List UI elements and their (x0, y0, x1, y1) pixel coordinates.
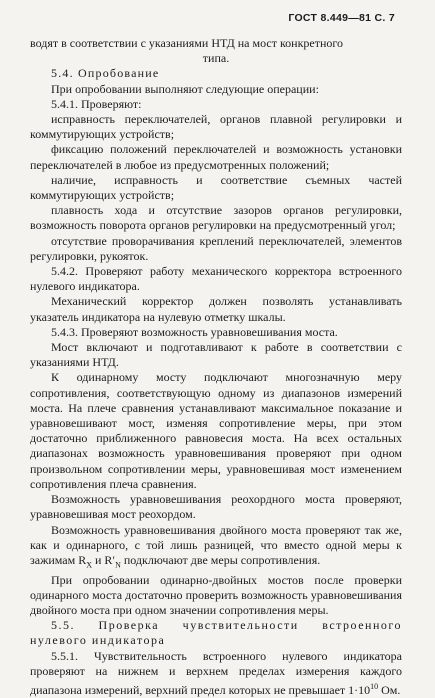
paragraph: При опробовании одинарно-двойных мостов после проверки одинарного моста достаточно проверить возможность уравновешивания двойного моста при одном значении сопротивления меры. (30, 572, 402, 617)
paragraph: 5.4.1. Проверяют: (51, 96, 142, 111)
paragraph: водят в соответствии с указаниями НТД на мост конкретного (30, 36, 344, 50)
paragraph: Механический корректор должен позволять устанавливать указатель индикатора на нулевую отметку шкалы. (30, 294, 402, 324)
paragraph: наличие, исправность и соответствие съемных частей коммутирующих устройств; (30, 172, 402, 203)
paragraph: типа. (202, 51, 230, 66)
paragraph: При опробовании выполняют следующие операции: (51, 81, 319, 96)
paragraph: исправность переключателей, органов плавной регулировки и коммутирующих устройств; (30, 112, 402, 142)
paragraph: К одинарному мосту подключают многозначную меру сопротивления, соответствующую одному из диапазонов измерений моста. На плече сравнения устанавливают максимальное показание и уравновешивают мост, изменяя сопротивление меры, при этом достаточно приближенного равновесия моста. На всех остальных диапазонах возможность уравновешивания проверяют при одном произвольном сопротивлении меры, уравновешивая мост изменением сопротивления плеча сравнения. (30, 370, 402, 491)
document-body (30, 36, 402, 698)
paragraph: 5.5.1. Чувствительность встроенного нулевого индикатора проверяют на нижнем и верхнем пределах измерения каждого диапазона измерений, верхний предел которых не превышает $1\cdot 10^{10}$ Ом. (30, 648, 402, 697)
paragraph: Мост включают и подготавливают к работе в соответствии с указаниями НТД. (30, 340, 402, 370)
paragraph: Возможность уравновешивания реохордного моста проверяют, уравновешивая мост реохордом. (30, 492, 402, 522)
section-heading: 5.5. Проверка чувствительности встроенного нулевого индикатора (30, 618, 402, 648)
paragraph: отсутствие проворачивания креплений переключателей, элементов регулировки, рукояток. (30, 233, 402, 263)
paragraph: 5.4.2. Проверяют работу механического корректора встроенного нулевого индикатора. (30, 264, 402, 294)
paragraph: плавность хода и отсутствие зазоров органов регулировки, возможность поворота органов регулировки на предусмотренный угол; (30, 203, 402, 233)
paragraph: 5.4.3. Проверяют возможность уравновешивания моста. (51, 324, 338, 339)
page-header: ГОСТ 8.449—81 С. 7 (288, 12, 395, 24)
paragraph: фиксацию положений переключателей и возможность установки переключателей в любое из предусмотренных положений; (30, 142, 402, 172)
paragraph: Возможность уравновешивания двойного моста проверяют так же, как и одинарного, с той лишь разницей, что вместо одной меры к зажимам $R_X$ и $R'_N$ подключают две меры сопротивления. (30, 522, 402, 570)
section-heading: 5.4. Опробование (51, 66, 160, 81)
